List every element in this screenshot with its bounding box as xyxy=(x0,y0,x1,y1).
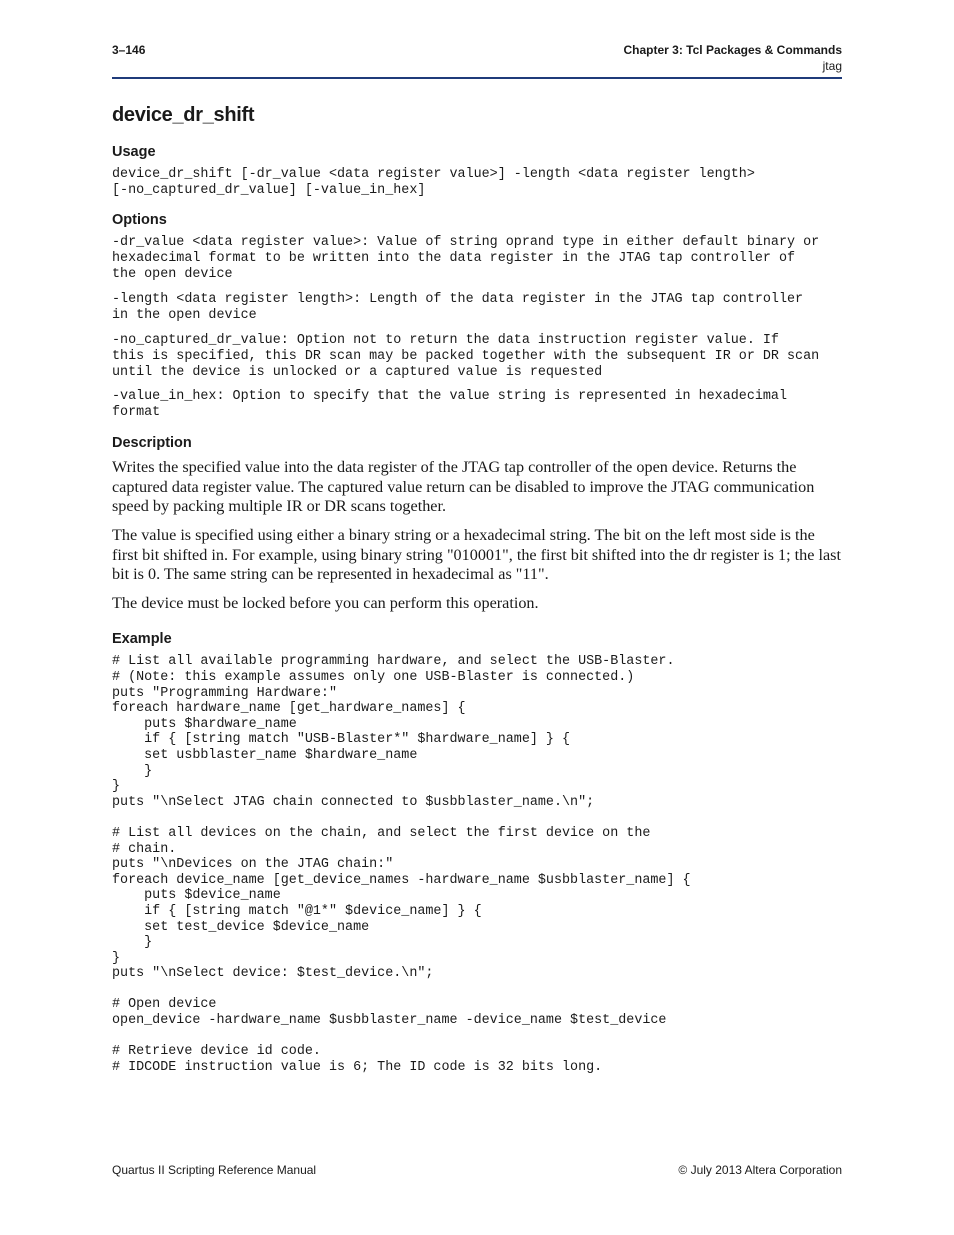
description-paragraph: The device must be locked before you can perform this operation. xyxy=(112,593,539,612)
option-item: -no_captured_dr_value: Option not to return the data instruction register value. If this is specified, this DR scan may be packed together with the subsequent IR or DR scan until the device is unlocked or a captured value is requested xyxy=(112,332,820,380)
description-paragraph: The value is specified using either a binary string or a hexadecimal string. The bit on the left most side is the first bit shifted in. For example, using binary string "010001", the first bit shifted into the dr register is 1; the last bit is 0. The same string can be represented in hexadecimal as "11". xyxy=(112,526,841,584)
option-item: -value_in_hex: Option to specify that the value string is represented in hexadecimal format xyxy=(112,389,787,421)
footer-copyright: © July 2013 Altera Corporation xyxy=(678,1163,842,1177)
footer-manual-title: Quartus II Scripting Reference Manual xyxy=(112,1163,317,1177)
section-name: jtag xyxy=(822,59,842,73)
chapter-title: Chapter 3: Tcl Packages & Commands xyxy=(623,43,842,57)
description-paragraph: Writes the specified value into the data register of the JTAG tap controller of the open device. Returns the captured data register value. The captured value return can be disabled to improve the JTAG communication speed by packing multiple IR or DR scans together. xyxy=(112,458,815,516)
page-number: 3–146 xyxy=(112,43,146,57)
usage-heading: Usage xyxy=(112,144,156,160)
example-code: # List all available programming hardware, and select the USB-Blaster. # (Note: this example assumes only one USB-Blaster is connected.) puts "Programming Hardware:" foreach hardware_name [get_hardware_names] { puts $hardware_name if { [string match "USB-Blaster*" $hardware_name] } { set usbblaster_name $hardware_name } } puts "\nSelect JTAG chain connected to $usbblaster_name.\n"; # List all devices on the chain, and select the first device on the # chain. puts "\nDevices on the JTAG chain:" foreach device_name [get_device_names -hardware_name $usbblaster_name] { puts $device_name if { [string match "@1*" $device_name] } { set test_device $device_name } } puts "\nSelect device: $test_device.\n"; # Open device open_device -hardware_name $usbblaster_name -device_name $test_device # Retrieve device id code. # IDCODE instruction value is 6; The ID code is 32 bits long. xyxy=(112,654,691,1075)
description-heading: Description xyxy=(112,435,192,452)
option-item: -length <data register length>: Length of the data register in the JTAG tap controller in the open device xyxy=(112,291,804,323)
main-content xyxy=(112,104,842,1075)
page-title: device_dr_shift xyxy=(112,104,255,126)
options-heading: Options xyxy=(112,212,167,229)
usage-code: device_dr_shift [-dr_value <data register value>] -length <data register length> [-no_captured_dr_value] [-value_in_hex] xyxy=(112,167,755,198)
example-heading: Example xyxy=(112,631,172,648)
option-item: -dr_value <data register value>: Value of string oprand type in either default binary or hexadecimal format to be written into the data register in the JTAG tap controller of the open device xyxy=(112,235,820,282)
header-divider xyxy=(112,77,842,79)
